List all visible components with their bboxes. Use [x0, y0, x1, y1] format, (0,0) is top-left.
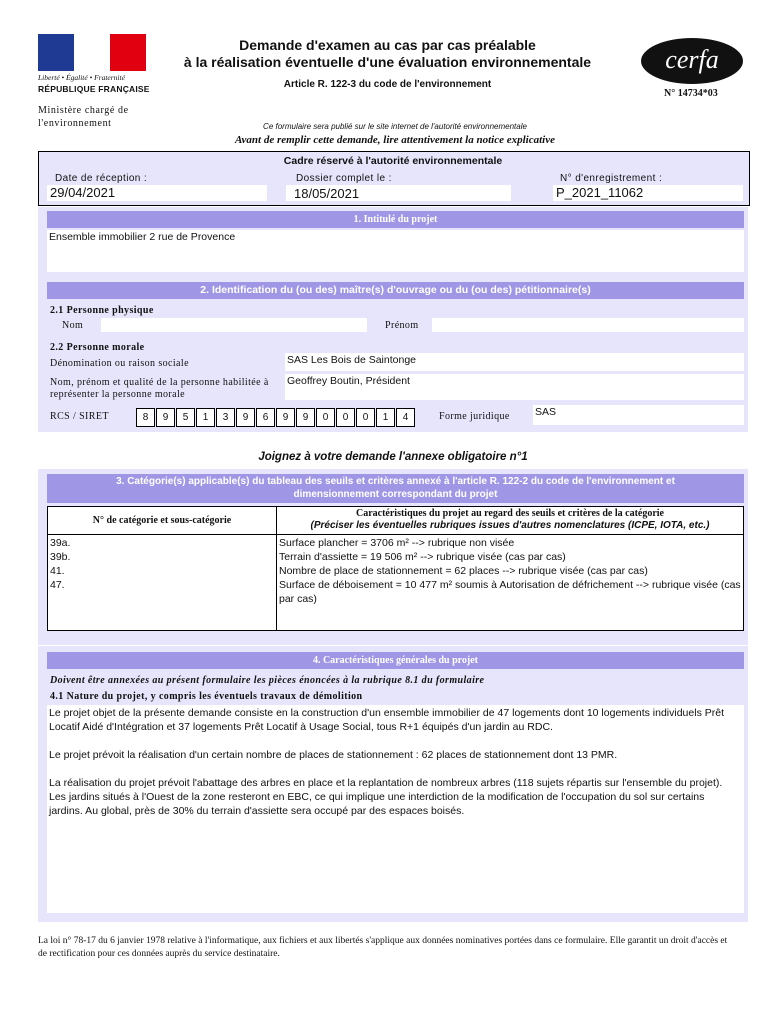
category-list[interactable] — [48, 535, 277, 631]
siret-digit[interactable]: 0 — [356, 408, 375, 427]
first-name-label: Prénom — [385, 320, 419, 331]
characteristic-item: Surface plancher = 3706 m² --> rubrique non visée — [279, 537, 515, 549]
siret-digit[interactable]: 6 — [256, 408, 275, 427]
last-name-label: Nom — [62, 320, 84, 331]
annex-reminder: Joignez à votre demande l'annexe obligatoire n°1 — [258, 451, 528, 463]
siret-digit[interactable]: 5 — [176, 408, 195, 427]
section-3-title: 3. Catégorie(s) applicable(s) du tableau des seuils et critères annexé à l'article R. 122-2 du code de l'environnement et dimensionnement correspondant du projet — [47, 474, 744, 503]
legal-form-label: Forme juridique — [439, 411, 510, 422]
privacy-notice: La loi n° 78-17 du 6 janvier 1978 relative à l'informatique, aux fichiers et aux libertés s'applique aux données nominatives portées dans ce formulaire. Elle garantit un droit d'accès et de rectification pour ces données auprès du service destinataire. — [38, 936, 728, 959]
project-nature-paragraph: Le projet prévoit la réalisation d'un certain nombre de places de stationnement : 62 places de stationnement dont 13 PMR. — [49, 749, 618, 761]
publication-notice: Ce formulaire sera publié sur le site internet de l'autorité environnementale — [263, 122, 527, 131]
first-name-field[interactable] — [432, 318, 744, 332]
siret-digit[interactable]: 9 — [276, 408, 295, 427]
characteristics-list[interactable] — [277, 535, 744, 631]
section-2-title: 2. Identification du (ou des) maître(s) d'ouvrage ou du (ou des) pétitionnaire(s) — [47, 282, 744, 299]
dossier-complete-value: 18/05/2021 — [294, 186, 360, 201]
siret-digit[interactable]: 8 — [136, 408, 155, 427]
category-item: 39a. — [50, 537, 71, 549]
registration-number-label: N° d'enregistrement : — [560, 173, 663, 184]
siret-digit[interactable]: 9 — [236, 408, 255, 427]
category-item: 41. — [50, 565, 65, 577]
siret-label: RCS / SIRET — [50, 411, 109, 422]
siret-digit[interactable]: 0 — [316, 408, 335, 427]
dossier-complete-label: Dossier complet le : — [296, 173, 392, 184]
legal-person-title: 2.2 Personne morale — [50, 342, 145, 353]
category-item: 39b. — [50, 551, 71, 563]
legal-form-value: SAS — [535, 406, 557, 418]
characteristics-column-header: Caractéristiques du projet au regard des seuils et critères de la catégorie (Préciser les éventuelles rubriques issues d'autres nomenclatures (ICPE, IOTA, etc.) — [277, 507, 744, 535]
last-name-field[interactable] — [101, 318, 367, 332]
republic-motto: Liberté • Égalité • Fraternité — [38, 73, 125, 82]
characteristic-item: Terrain d'assiette = 19 506 m² --> rubrique visée (cas par cas) — [279, 551, 566, 563]
category-item: 47. — [50, 579, 65, 591]
reserved-frame-title: Cadre réservé à l'autorité environnementale — [283, 155, 503, 167]
category-column-header: N° de catégorie et sous-catégorie — [48, 507, 277, 535]
characteristic-item: Nombre de place de stationnement = 62 places --> rubrique visée (cas par cas) — [279, 565, 648, 577]
siret-digit[interactable]: 1 — [196, 408, 215, 427]
cerfa-logo: cerfa — [641, 38, 743, 84]
read-notice-instruction: Avant de remplir cette demande, lire attentivement la notice explicative — [235, 134, 555, 146]
project-title-value: Ensemble immobilier 2 rue de Provence — [49, 231, 236, 243]
section-4-title: 4. Caractéristiques générales du projet — [47, 652, 744, 669]
project-nature-text — [49, 706, 739, 832]
siret-digit[interactable]: 0 — [336, 408, 355, 427]
characteristic-item: Surface de déboisement = 10 477 m² soumis à Autorisation de défrichement --> rubrique visée (cas par cas) — [279, 579, 741, 605]
representative-value: Geoffrey Boutin, Président — [287, 375, 410, 387]
marianne-logo — [38, 34, 146, 71]
legal-form-field[interactable] — [533, 405, 744, 425]
registration-number-value: P_2021_11062 — [556, 185, 644, 200]
article-reference: Article R. 122-3 du code de l'environnement — [283, 79, 492, 90]
representative-label: Nom, prénom et qualité de la personne habilitée à représenter la personne morale — [50, 377, 269, 400]
project-nature-paragraph: Le projet objet de la présente demande consiste en la construction d'un ensemble immobilier de 47 logements dont 10 logements individuels Prêt Locatif Aidé d'Intégration et 37 logements Prêt Locatif à Usage Social, tous R+1 équipés d'un jardin au RDC. — [49, 707, 724, 733]
siret-digit[interactable]: 9 — [156, 408, 175, 427]
project-nature-title: 4.1 Nature du projet, y compris les éventuels travaux de démolition — [50, 691, 363, 702]
project-nature-paragraph: La réalisation du projet prévoit l'abattage des arbres en place et la replantation de nombreux arbres (118 sujets répartis sur l'ensemble du projet). Les jardins situés à l'Ouest de la zone resteront en EBC, ce qui implique une interdiction de la modification de l'occupation du sol sur certains jardins. Au global, près de 30% du terrain d'assiette sera occupé par des espaces boisés. — [49, 777, 723, 817]
category-table — [47, 506, 744, 631]
reception-date-label: Date de réception : — [55, 173, 148, 184]
reception-date-value: 29/04/2021 — [50, 185, 116, 200]
denomination-value: SAS Les Bois de Saintonge — [287, 354, 417, 366]
denomination-label: Dénomination ou raison sociale — [50, 358, 189, 369]
annex-notice: Doivent être annexées au présent formulaire les pièces énoncées à la rubrique 8.1 du formulaire — [50, 675, 485, 686]
form-title: Demande d'examen au cas par cas préalable à la réalisation éventuelle d'une évaluation environnementale — [183, 37, 592, 70]
republic-name: RÉPUBLIQUE FRANÇAISE — [38, 84, 150, 94]
siret-digit[interactable]: 1 — [376, 408, 395, 427]
ministry-name: Ministère chargé de l'environnement — [38, 105, 129, 129]
cerfa-number: N° 14734*03 — [664, 88, 718, 99]
siret-digit[interactable]: 4 — [396, 408, 415, 427]
section-1-title: 1. Intitulé du projet — [47, 211, 744, 228]
siret-digit[interactable]: 9 — [296, 408, 315, 427]
physical-person-title: 2.1 Personne physique — [50, 305, 154, 316]
siret-digit[interactable]: 3 — [216, 408, 235, 427]
